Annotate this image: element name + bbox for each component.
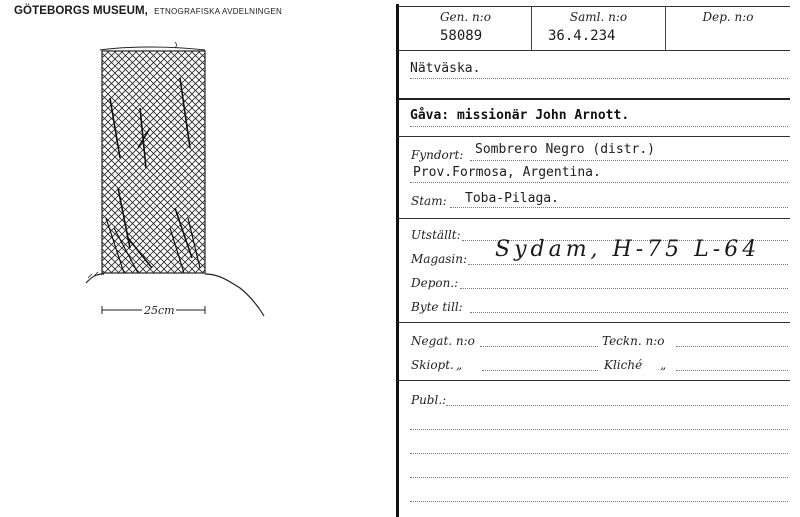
dotted-line [410,126,788,127]
fyndort-label: Fyndort: [411,148,464,162]
dotted-line [410,429,788,430]
stam-value: Toba-Pilaga. [465,191,559,206]
utstallt-label: Utställt: [411,228,461,242]
museum-header [14,5,282,17]
dotted-line [480,346,598,347]
fyndort-line-2: Prov.Formosa, Argentina. [413,165,601,180]
magasin-label: Magasin: [411,252,468,266]
rule [398,136,790,137]
skiopt-ditto: „ [456,358,463,372]
dotted-line [410,477,788,478]
gen-number-value: 58089 [440,28,483,44]
dotted-line [676,370,788,371]
depon-label: Depon.: [411,276,459,290]
net-bag-sketch [80,38,280,328]
rule [398,380,790,381]
rule [398,50,790,51]
dotted-line [450,207,788,208]
byte-label: Byte till: [411,300,463,314]
dotted-line [410,501,788,502]
department-name: ETNOGRAFISKA AVDELNINGEN [154,7,283,16]
dotted-line [460,288,788,289]
dotted-line [410,182,788,183]
kliche-ditto: „ [660,358,667,372]
saml-number-value: 36.4.234 [548,28,616,44]
kliche-label: Kliché [604,358,643,372]
dep-number-label: Dep. n:o [702,10,754,24]
saml-number-label: Saml. n:o [569,10,628,24]
card-top-rule [398,6,790,7]
dotted-line [676,346,788,347]
dotted-line [470,160,788,161]
scale-label: 25cm [144,304,175,317]
fyndort-value: Sombrero Negro (distr.) [475,142,656,157]
dotted-line [482,370,598,371]
skiopt-label: Skiopt. [411,358,454,372]
gen-number-label: Gen. n:o [439,10,492,24]
negat-label: Negat. n:o [411,334,475,348]
teckn-label: Teckn. n:o [602,334,665,348]
publ-label: Publ.: [411,393,447,407]
object-name: Nätväska. [410,61,481,76]
donor-text: Gåva: missionär John Arnott. [410,108,630,123]
card-left-border [396,4,399,517]
dotted-line [446,405,788,406]
museum-name: GÖTEBORGS MUSEUM, [14,5,148,17]
magasin-value: Sydam, H-75 L-64 [495,237,761,262]
stam-label: Stam: [411,194,447,208]
dotted-line [468,264,788,265]
dotted-line [470,312,788,313]
rule [398,322,790,323]
rule [398,98,790,100]
rule [398,218,790,219]
dotted-line [410,78,788,79]
dotted-line [410,453,788,454]
